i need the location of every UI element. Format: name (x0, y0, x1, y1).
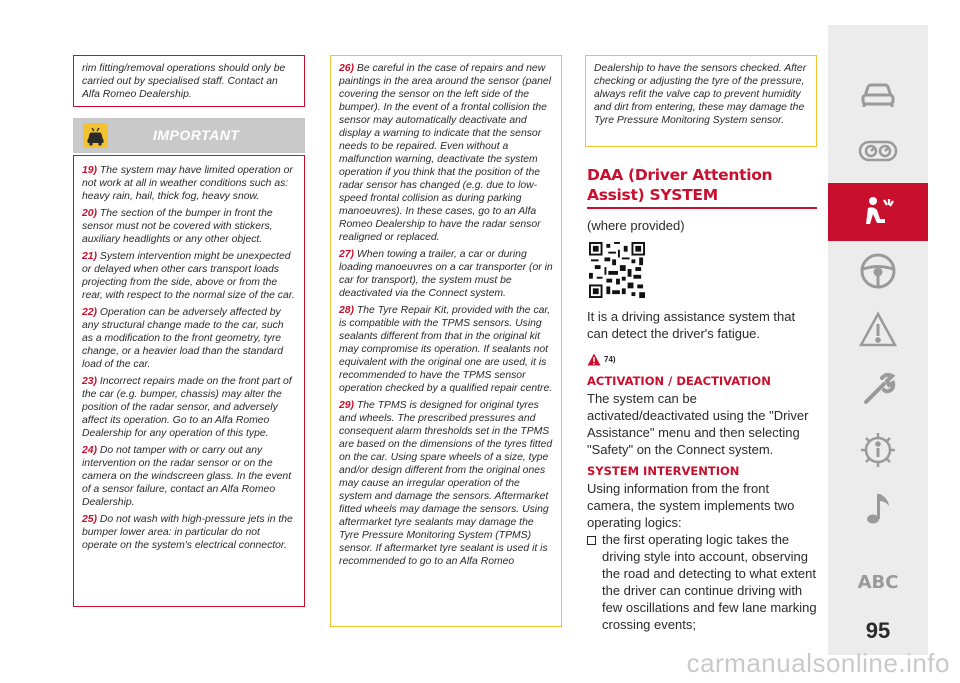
activation-text: The system can be activated/deactivated using the "Driver Assistance" menu and then selecting "Safety" on the Connect system. (587, 391, 809, 457)
sidebar-item-emergency[interactable] (828, 361, 928, 419)
warning-triangle-icon (858, 310, 898, 350)
important-notes-middle (330, 55, 562, 627)
sidebar-item-starting-driving[interactable] (828, 242, 928, 300)
intervention-text: Using information from the front camera, the system implements two operating logics: (587, 481, 795, 530)
note-number: 21) (82, 251, 98, 262)
note-item (82, 164, 296, 203)
continued-note-right (585, 55, 817, 147)
sidebar-item-multimedia[interactable] (828, 480, 928, 538)
sidebar-item-index[interactable] (828, 553, 928, 611)
dashboard-gauges-icon (858, 131, 898, 171)
intervention-heading: SYSTEM INTERVENTION (587, 464, 740, 478)
note-item (82, 250, 296, 302)
music-note-icon (858, 489, 898, 529)
note-number: 25) (82, 514, 98, 525)
note-item (82, 513, 296, 552)
note-number: 19) (82, 165, 98, 176)
note-text: Operation can be adversely affected by any structural change made to the car, such as a modification to the front geometry, tyre change, or a heavier load than the standard load of the car. (82, 307, 284, 370)
seatbelt-airbag-icon (858, 192, 898, 232)
page-number: 95 (865, 618, 891, 643)
where-provided: (where provided) (587, 218, 685, 233)
note-text: Incorrect repairs made on the front part of the car (e.g. bumper, chassis) may alter the position of the radar sensor, and adversely affect its operation. Go to an Alfa Romeo Dealership for any operation of this type. (82, 376, 292, 439)
warning-reference (587, 350, 819, 368)
note-number: 20) (82, 208, 98, 219)
car-icon (858, 72, 898, 112)
note-item (82, 375, 296, 440)
note-item (82, 207, 296, 246)
note-number: 26) (339, 63, 355, 74)
note-text: The Tyre Repair Kit, provided with the car, is compatible with the TPMS sensors. Using sealants different from that in the original kit may compromise its operation. If sealants not equivalent with the original one are used, it is recommended to have the TPMS sensor operation checked by a qualified repair centre. (339, 305, 553, 394)
note-text: System intervention might be unexpected or delayed when other cars transport loads projecting from the side, above or from the rear, with respect to the normal size of the car. (82, 251, 295, 301)
important-notes-left (73, 155, 305, 607)
note-text: When towing a trailer, a car or during loading manoeuvres on a car transporter (or in car for transport), the system must be deactivated via the Connect system. (339, 249, 553, 299)
section-title: DAA (Driver Attention Assist) SYSTEM (587, 166, 773, 204)
steering-wheel-icon (858, 251, 898, 291)
sidebar-item-car[interactable] (828, 63, 928, 121)
important-title: IMPORTANT (153, 127, 240, 143)
note-text: The TPMS is designed for original tyres and wheels. The prescribed pressures and consequent alarm thresholds set in the TPMS are based on the dimensions of the tyres fitted on the car. Using spare wheels of a size, type and/or design different from the original ones may cause an irregular operation of the system and damage the sensors. Aftermarket fitted wheels may damage the sensors. Using aftermarket tyre sealants may damage the Tyre Pressure Monitoring System (TPMS) sensor. If aftermarket tyre sealant is used it is recommended to go to an Alfa Romeo (339, 400, 553, 567)
note-item (339, 62, 553, 244)
note-item (339, 304, 553, 395)
daa-section (587, 165, 819, 633)
note-text: Dealership to have the sensors checked. After checking or adjusting the tyre of the pressure, always refit the valve cap to prevent humidity and dirt from entering, these may damage the Tyre Pressure Monitoring System sensor. (594, 63, 807, 126)
sidebar-item-servicing[interactable] (828, 421, 928, 479)
note-text: Do not wash with high-pressure jets in the bumper lower area: in particular do not operate on the system's electrical connector. (82, 514, 293, 551)
chapter-sidebar (828, 25, 928, 655)
note-item (339, 399, 553, 568)
note-item (339, 248, 553, 300)
abc-icon: ABC (857, 571, 899, 593)
note-number: 23) (82, 376, 98, 387)
checkbox-bullet-icon (587, 536, 596, 545)
note-text: The system may have limited operation or not work at all in weather conditions such as: heavy rain, hail, thick fog, heavy snow. (82, 165, 293, 202)
activation-heading: ACTIVATION / DEACTIVATION (587, 374, 771, 388)
note-text: Do not tamper with or carry out any intervention on the radar sensor or on the camera on the windscreen glass. In the event of a sensor failure, contact an Alfa Romeo Dealership. (82, 445, 292, 508)
intro-text: It is a driving assistance system that can detect the driver's fatigue. (587, 309, 796, 341)
note-text: Be careful in the case of repairs and new paintings in the area around the sensor (panel covering the sensor on the left side of the bumper). In the event of a frontal collision the sensor may automatically deactivate and display a warning to indicate that the sensor needs to be repaired. Even without a malfunction warning, deactivate the system operation if you think that the position of the radar sensor has changed (e.g. due to low-speed frontal collision as during parking manoeuvres). In these cases, go to an Alfa Romeo Dealership to have the radar sensor realigned or replaced. (339, 63, 551, 243)
note-item (82, 444, 296, 509)
note-number: 29) (339, 400, 355, 411)
bullet-text: the first operating logic takes the driving style into account, observing the road and detecting to what extent the driver can continue driving with few oscillations and few lane marking crossing events; (602, 532, 817, 632)
note-number: 28) (339, 305, 355, 316)
continued-note-box (73, 55, 305, 107)
car-warning-icon (83, 123, 108, 148)
note-number: 27) (339, 249, 355, 260)
note-number: 24) (82, 445, 98, 456)
watermark: carmanualsonline.info (686, 648, 950, 678)
warning-ref-number: 74) (604, 354, 616, 364)
sidebar-item-safety[interactable] (828, 183, 928, 241)
section-rule (587, 207, 817, 209)
important-header (73, 118, 305, 153)
continued-note-text: rim fitting/removal operations should only be carried out by specialised staff. Contact an Alfa Romeo Dealership. (82, 63, 286, 100)
gear-info-icon (858, 430, 898, 470)
sidebar-item-instruments[interactable] (828, 122, 928, 180)
note-text: The section of the bumper in front the sensor must not be covered with stickers, auxiliary headlights or any other object. (82, 208, 273, 245)
list-item (587, 531, 819, 633)
sidebar-item-warnings[interactable] (828, 301, 928, 359)
warning-triangle-small-icon (587, 353, 601, 366)
note-number: 22) (82, 307, 98, 318)
note-item (82, 306, 296, 371)
qr-code-icon[interactable] (589, 242, 645, 298)
wrench-icon (858, 370, 898, 410)
